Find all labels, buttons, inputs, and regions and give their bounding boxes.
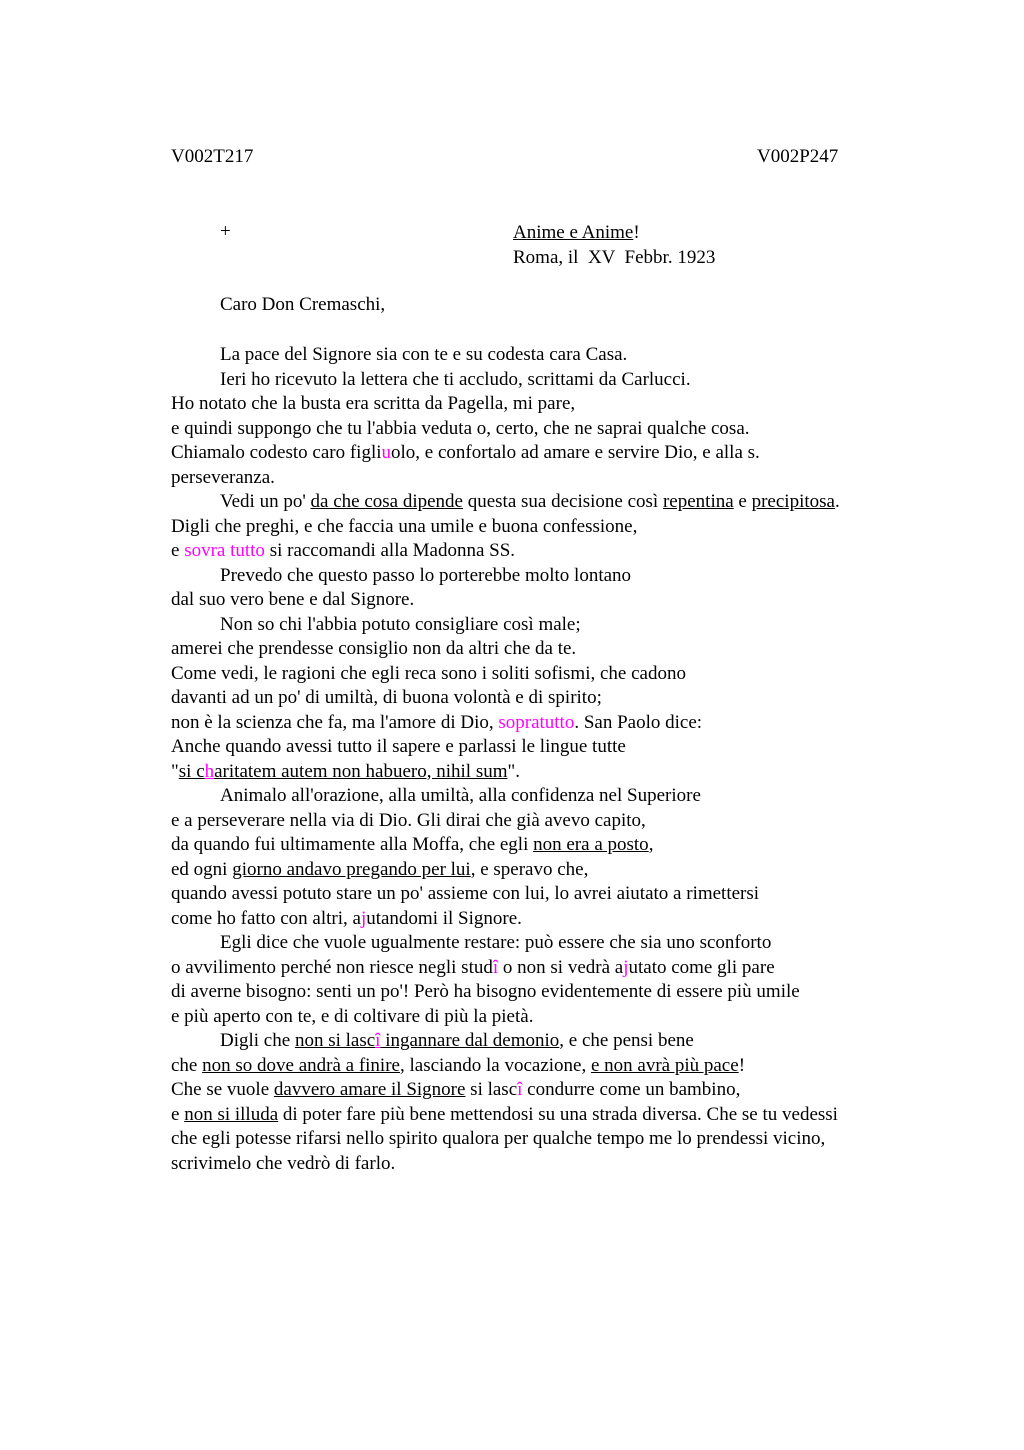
text-span: ! — [738, 1054, 746, 1076]
text-span: da quando fui ultimamente alla Moffa, che egli — [171, 834, 534, 855]
underlined-text: da che cosa dipende — [310, 491, 463, 512]
text-span: , e che pensi bene — [559, 1030, 694, 1051]
underlined-text: non si lasc — [294, 1030, 376, 1051]
body-line — [171, 711, 951, 736]
title-text: Anime e Anime — [513, 222, 634, 243]
body-line: Ieri ho ricevuto la lettera che ti accludo, scrittami da Carlucci. — [220, 368, 691, 390]
body-line: e quindi suppongo che tu l'abbia veduta o, certo, che ne saprai qualche cosa. — [171, 417, 750, 439]
text-span: condurre come un bambino, — [522, 1079, 741, 1100]
text-span: utandomi il Signore. — [366, 907, 522, 929]
body-line — [171, 1054, 951, 1079]
letter-body — [171, 343, 951, 1176]
underlined-text: repentina — [662, 491, 734, 512]
body-line: Non so chi l'abbia potuto consigliare così male; — [220, 613, 581, 635]
correction-mark: î — [492, 956, 499, 978]
correction-mark: h — [204, 760, 215, 782]
body-line — [171, 858, 951, 883]
text-span: Vedi un po' — [220, 491, 311, 512]
correction-mark: j — [623, 956, 629, 978]
body-line: Egli dice che vuole ugualmente restare: può essere che sia uno sconforto — [220, 932, 772, 953]
text-span: . — [834, 491, 840, 512]
text-span: questa sua decisione così — [462, 491, 663, 512]
body-line: di averne bisogno: senti un po'! Però ha bisogno evidentemente di essere più umile — [171, 981, 800, 1002]
text-span: Chiamalo codesto caro figli — [171, 442, 382, 463]
text-span: Che se vuole — [171, 1079, 274, 1100]
underlined-text: giorno andavo pregando per lui — [232, 858, 471, 880]
body-line — [171, 539, 951, 564]
underlined-text: non so dove andrà a finire — [202, 1054, 400, 1076]
underlined-text: davvero amare il Signore — [273, 1079, 466, 1100]
correction-mark: sopratutto — [498, 711, 575, 733]
document-code-left: V002T217 — [171, 146, 254, 167]
underlined-text: ingannare dal demonio — [380, 1030, 560, 1051]
correction-mark: î — [517, 1079, 523, 1100]
correction-mark: sovra tutto — [184, 540, 265, 561]
body-line — [171, 441, 951, 466]
document-code-right: V002P247 — [757, 146, 839, 167]
salutation: Caro Don Cremaschi, — [220, 294, 386, 315]
text-span: come ho fatto con altri, a — [171, 907, 361, 929]
letter-heading — [513, 221, 715, 270]
underlined-text: e non avrà più pace — [590, 1054, 739, 1076]
text-span: ed ogni — [171, 858, 233, 880]
body-line: che egli potesse rifarsi nello spirito qualora per qualche tempo me lo prendessi vicino, — [171, 1128, 826, 1149]
text-span: di poter fare più bene mettendosi su una strada diversa. Che se tu vedessi — [278, 1103, 838, 1125]
text-span: e — [733, 491, 752, 512]
body-line — [171, 1103, 951, 1128]
body-line: dal suo vero bene e dal Signore. — [171, 589, 415, 610]
text-span: olo, e confortalo ad amare e servire Dio, e alla s. — [391, 442, 760, 463]
body-line: La pace del Signore sia con te e su codesta cara Casa. — [220, 344, 628, 365]
underlined-text: non si illuda — [184, 1103, 279, 1125]
body-line: Prevedo che questo passo lo porterebbe molto lontano — [220, 564, 632, 586]
text-span: Digli che — [220, 1030, 295, 1051]
body-line: davanti ad un po' di umiltà, di buona volontà e di spirito; — [171, 687, 602, 708]
text-span: " — [171, 760, 179, 782]
underlined-text: aritatem autem non habuero, nihil sum — [214, 760, 508, 782]
body-line: quando avessi potuto stare un po' assieme con lui, lo avrei aiutato a rimettersi — [171, 883, 760, 904]
body-line — [171, 956, 951, 981]
text-span: o non si vedrà a — [498, 956, 624, 978]
body-line: scrivimelo che vedrò di farlo. — [171, 1152, 396, 1174]
letter-date: Roma, il XV Febbr. 1923 — [513, 246, 716, 268]
body-line — [171, 1029, 951, 1054]
body-line: Digli che preghi, e che faccia una umile e buona confessione, — [171, 515, 638, 537]
underlined-text: non era a posto — [533, 834, 649, 855]
body-line — [171, 490, 951, 515]
body-line — [171, 760, 951, 785]
text-span: e — [171, 1103, 185, 1125]
text-span: , — [648, 834, 654, 855]
text-span: si lasc — [465, 1079, 518, 1100]
title-exclamation: ! — [633, 222, 640, 243]
body-line: e a perseverare nella via di Dio. Gli dirai che già avevo capito, — [171, 809, 646, 831]
body-line: Anche quando avessi tutto il sapere e parlassi le lingue tutte — [171, 736, 626, 757]
text-span: ". — [507, 760, 521, 782]
body-line: Animalo all'orazione, alla umiltà, alla confidenza nel Superiore — [220, 785, 701, 806]
body-line — [171, 907, 951, 932]
body-line: amerei che prendesse consiglio non da altri che da te. — [171, 638, 577, 659]
cross-symbol: + — [220, 221, 231, 242]
body-line — [171, 833, 951, 858]
body-line — [171, 1078, 951, 1103]
text-span: , lasciando la vocazione, — [399, 1054, 591, 1076]
body-line: perseveranza. — [171, 466, 275, 488]
underlined-text: precipitosa — [751, 491, 835, 512]
text-span: si raccomandi alla Madonna SS. — [264, 540, 516, 561]
correction-mark: î — [375, 1030, 381, 1051]
text-span: . San Paolo dice: — [574, 711, 703, 733]
body-line: e più aperto con te, e di coltivare di più la pietà. — [171, 1005, 534, 1027]
text-span: o avvilimento perché non riesce negli stud — [171, 956, 493, 978]
body-line: Ho notato che la busta era scritta da Pagella, mi pare, — [171, 393, 576, 414]
text-span: e — [171, 540, 185, 561]
text-span: utato come gli pare — [628, 956, 775, 978]
text-span: che — [171, 1054, 203, 1076]
underlined-text: si c — [178, 760, 205, 782]
body-line: Come vedi, le ragioni che egli reca sono i soliti sofismi, che cadono — [171, 662, 686, 684]
correction-mark: u — [381, 442, 392, 463]
text-span: , e speravo che, — [470, 858, 589, 880]
text-span: non è la scienza che fa, ma l'amore di Dio, — [171, 711, 499, 733]
correction-mark: j — [360, 907, 367, 929]
letter-title — [513, 221, 715, 246]
